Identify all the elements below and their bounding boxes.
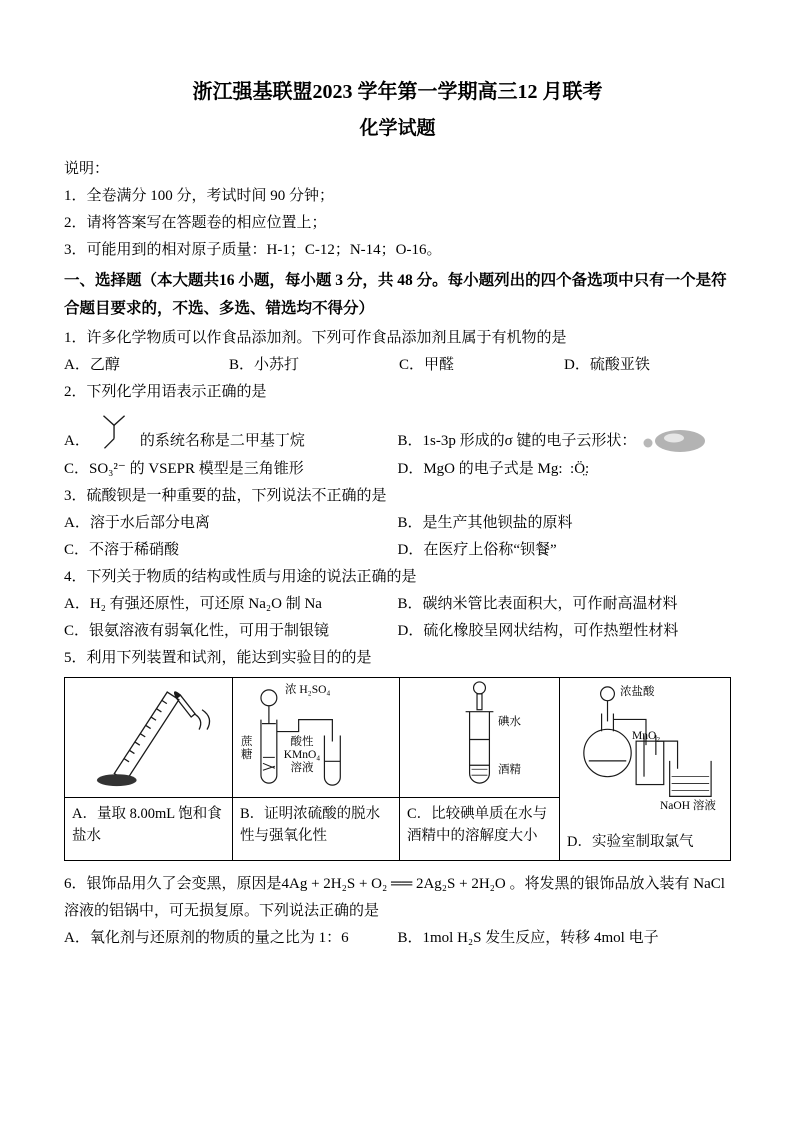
note-item-2: 2．请将答案写在答题卷的相应位置上； <box>64 215 327 231</box>
q5-apparatus-d-image <box>560 678 730 826</box>
q5-label-hcl: 浓盐酸 <box>620 686 655 698</box>
q2-option-a-letter: A． <box>64 433 90 449</box>
q4-option-c: C．银氨溶液有弱氧化性，可用于制银镜 <box>64 623 330 639</box>
skeletal-structure-image <box>95 409 135 455</box>
q2-option-b <box>398 427 732 455</box>
q5-cell-d <box>560 678 730 860</box>
q5-label-alcohol: 酒精 <box>498 764 521 776</box>
q5-caption-b: B．证明浓硫酸的脱水性与强氧化性 <box>240 806 381 844</box>
question-1 <box>64 325 731 379</box>
q3-option-d: D．在医疗上俗称“钡餐” <box>397 542 557 558</box>
q1-stem: 1．许多化学物质可以作食品添加剂。下列可作食品添加剂且属于有机物的是 <box>64 330 567 346</box>
q5-apparatus-a-image <box>65 678 232 798</box>
q5-cell-a <box>65 678 233 860</box>
q6-stem: 6．银饰品用久了会变黑，原因是4Ag + 2H₂S + O₂ ══ 2Ag₂S + 2H₂O 。将发黑的银饰品放入装有 NaCl 溶液的铝锅中，可无损复原。下列说法正确的是 <box>64 876 725 919</box>
q5-caption-c: C．比较碘单质在水与酒精中的溶解度大小 <box>407 806 548 844</box>
q3-stem: 3．硫酸钡是一种重要的盐，下列说法不正确的是 <box>64 488 387 504</box>
q2-stem: 2．下列化学用语表示正确的是 <box>64 384 267 400</box>
q5-caption-d: D．实验室制取氯气 <box>567 834 694 850</box>
q4-stem: 4．下列关于物质的结构或性质与用途的说法正确的是 <box>64 569 417 585</box>
q5-apparatus-table <box>64 677 731 861</box>
question-3 <box>64 483 731 564</box>
q2-option-a <box>64 409 398 455</box>
q1-option-c: C．甲醛 <box>399 357 455 373</box>
mgo-electron-formula: Mg: :Ö̤: <box>537 461 590 477</box>
q5-label-kmno4: 酸性 KMnO₄ 溶液 <box>283 736 321 774</box>
q5-apparatus-b-image <box>233 678 399 798</box>
page-title: 浙江强基联盟2023 学年第一学期高三12 月联考 <box>192 81 603 103</box>
notes-label: 说明： <box>64 161 110 177</box>
q1-option-d: D．硫酸亚铁 <box>564 357 650 373</box>
section1-heading: 一、选择题（本大题共16 小题，每小题 3 分，共 48 分。每小题列出的四个备选项中只有一个是符合题目要求的，不选、多选、错选均不得分） <box>64 272 727 317</box>
q5-caption-a: A．量取 8.00mL 饱和食盐水 <box>72 806 222 844</box>
q2-option-d-text: D．MgO 的电子式是 <box>397 461 534 477</box>
note-item-3: 3．可能用到的相对原子质量：H-1；C-12；N-14；O-16。 <box>64 242 442 258</box>
q5-cell-c <box>400 678 560 860</box>
q4-option-a: A．H₂ 有强还原性，可还原 Na₂O 制 Na <box>64 596 322 612</box>
q5-label-iodine: 碘水 <box>498 716 521 728</box>
q5-apparatus-c-image <box>400 678 559 798</box>
q1-option-a: A．乙醇 <box>64 357 120 373</box>
q4-option-b: B．碳纳米管比表面积大，可作耐高温材料 <box>397 596 678 612</box>
question-6 <box>64 871 731 952</box>
q6-option-b: B．1mol H₂S 发生反应，转移 4mol 电子 <box>397 930 659 946</box>
q5-label-naoh: NaOH 溶液 <box>660 800 716 812</box>
page-subtitle: 化学试题 <box>359 118 436 139</box>
q5-label-acid: 浓 H₂SO₄ <box>285 684 331 696</box>
q5-label-sugar: 蔗糖 <box>241 736 253 761</box>
q2-option-d <box>398 456 732 483</box>
notes-block <box>64 156 731 264</box>
question-4 <box>64 564 731 645</box>
question-5 <box>64 645 731 861</box>
q3-option-c: C．不溶于稀硝酸 <box>64 542 180 558</box>
note-item-1: 1．全卷满分 100 分，考试时间 90 分钟； <box>64 188 335 204</box>
q3-option-a: A．溶于水后部分电离 <box>64 515 210 531</box>
q5-label-mno2: MnO₂ <box>632 730 661 742</box>
question-2 <box>64 379 731 483</box>
q2-option-a-text: 的系统名称是二甲基丁烷 <box>139 433 305 449</box>
q4-option-d: D．硫化橡胶呈网状结构，可作热塑性材料 <box>397 623 679 639</box>
q5-stem: 5．利用下列装置和试剂，能达到实验目的的是 <box>64 650 372 666</box>
q6-option-a: A．氧化剂与还原剂的物质的量之比为 1：6 <box>64 930 349 946</box>
q3-option-b: B．是生产其他钡盐的原料 <box>397 515 573 531</box>
q1-options <box>64 352 731 379</box>
q5-cell-b <box>233 678 400 860</box>
q2-option-b-text: B．1s-3p 形成的σ 键的电子云形状： <box>397 432 637 449</box>
q1-option-b: B．小苏打 <box>229 357 300 373</box>
electron-cloud-image <box>641 427 707 455</box>
q2-option-c: C．SO₃²⁻ 的 VSEPR 模型是三角锥形 <box>64 461 304 477</box>
